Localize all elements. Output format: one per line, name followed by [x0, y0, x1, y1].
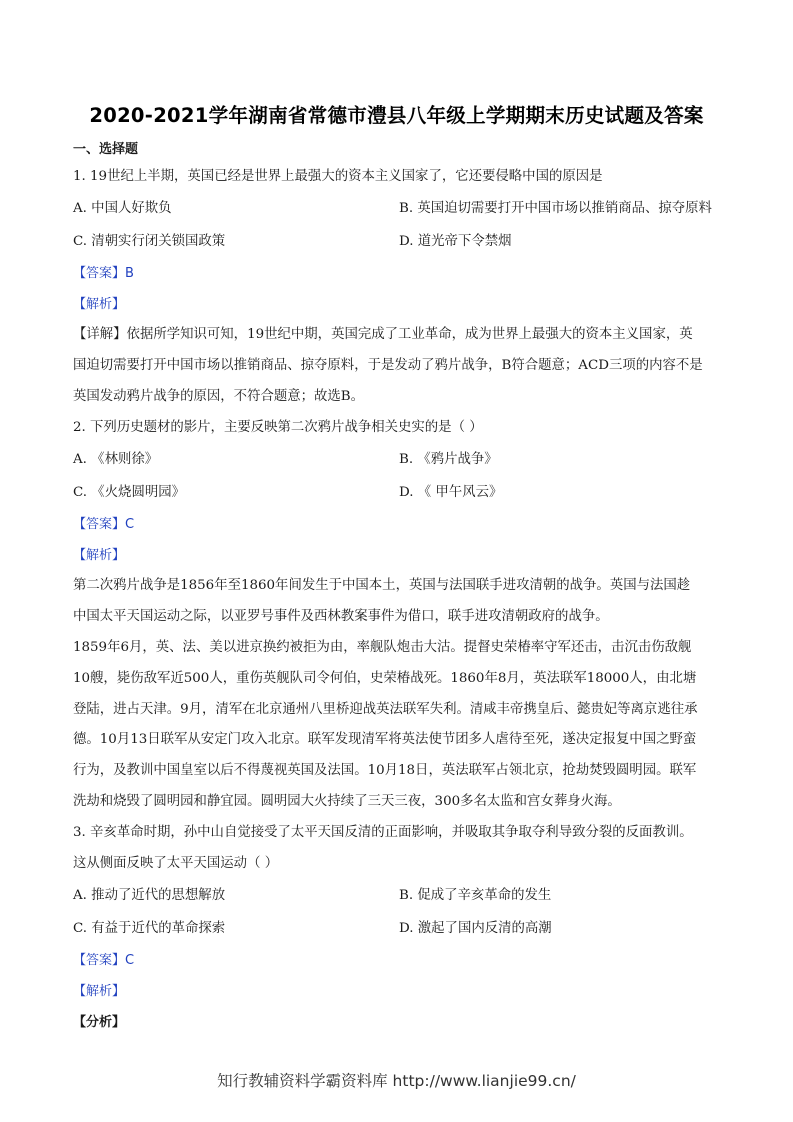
- question-2-paragraph-2: [73, 633, 725, 818]
- detail-line: 国迫切需要打开中国市场以推销商品、掠夺原料，于是发动了鸦片战争，B符合题意；ACD三项的内容不是: [73, 357, 703, 373]
- answer-label: 【答案】C: [73, 953, 135, 969]
- option-b: B. 《鸦片战争》: [399, 452, 498, 468]
- page-title: 2020-2021学年湖南省常德市澧县八年级上学期期末历史试题及答案: [89, 104, 704, 127]
- option-c: C. 有益于近代的革命探索: [73, 921, 226, 937]
- detail-line: 【详解】依据所学知识可知，19世纪中期，英国完成了工业革命，成为世界上最强大的资本主义国家，英: [73, 327, 693, 342]
- option-a: A. 中国人好欺负: [73, 201, 172, 216]
- option-b: B. 促成了辛亥革命的发生: [399, 888, 552, 904]
- option-c: C. 《火烧圆明园》: [73, 485, 186, 501]
- option-d: D. 《 甲午风云》: [399, 485, 503, 501]
- paragraph-line: 第二次鸦片战争是1856年至1860年间发生于中国本土，英国与法国联手进攻清朝的战争。英国与法国趁: [73, 578, 691, 594]
- paragraph-line: 德。10月13日联军从安定门攻入北京。联军发现清军将英法使节团多人虐待至死，遂决定报复中国之野蛮: [73, 732, 697, 748]
- option-a: A. 推动了近代的思想解放: [73, 888, 226, 904]
- document-body: [73, 140, 725, 1038]
- question-2-stem: 2. 下列历史题材的影片，主要反映第二次鸦片战争相关史实的是（ ）: [73, 420, 483, 436]
- question-2-paragraph-1: [73, 571, 725, 633]
- option-b: B. 英国迫切需要打开中国市场以推销商品、掠夺原料: [399, 201, 712, 216]
- question-1-options-row-1: [73, 192, 725, 225]
- question-2-options-row-1: [73, 443, 725, 476]
- analysis-label: 【解析】: [73, 548, 126, 564]
- analysis-label: 【解析】: [73, 297, 126, 312]
- paragraph-line: 10艘，毙伤敌军近500人，重伤英舰队司令何伯，史荣椿战死。1860年8月，英法联军18000人，由北塘: [73, 670, 697, 686]
- question-3-stem: [73, 818, 725, 880]
- question-3-options-row-1: [73, 879, 725, 912]
- fenxi-label: 【分析】: [73, 1015, 126, 1031]
- option-c: C. 清朝实行闭关锁国政策: [73, 234, 226, 249]
- paragraph-line: 洗劫和烧毁了圆明园和静宜园。圆明园大火持续了三天三夜，300多名太监和宫女葬身火海。: [73, 793, 621, 809]
- paragraph-line: 行为，及教训中国皇室以后不得蔑视英国及法国。10月18日，英法联军占领北京，抢劫焚毁圆明园。联军: [73, 763, 697, 779]
- answer-label: 【答案】C: [73, 517, 135, 533]
- paragraph-line: 中国太平天国运动之际，以亚罗号事件及西林教案事件为借口，联手进攻清朝政府的战争。: [73, 609, 609, 625]
- option-d: D. 道光帝下令禁烟: [399, 234, 512, 249]
- paragraph-line: 1859年6月，英、法、美以进京换约被拒为由，率舰队炮击大沽。提督史荣椿率守军还击，击沉击伤敌舰: [73, 639, 692, 655]
- question-2-options-row-2: [73, 476, 725, 509]
- answer-label: 【答案】B: [73, 266, 134, 281]
- option-a: A. 《林则徐》: [73, 452, 159, 468]
- question-3-options-row-2: [73, 912, 725, 945]
- stem-line: 这从侧面反映了太平天国运动（ ）: [73, 855, 279, 871]
- detail-line: 英国发动鸦片战争的原因，不符合题意；故选B。: [73, 388, 365, 404]
- paragraph-line: 登陆，进占天津。9月，清军在北京通州八里桥迎战英法联军失利。清咸丰帝携皇后、懿贵妃等离京逃往承: [73, 701, 698, 717]
- question-1-stem: 1. 19世纪上半期，英国已经是世界上最强大的资本主义国家了，它还要侵略中国的原因是: [73, 169, 603, 184]
- question-1-detail: [73, 320, 725, 412]
- question-1-options-row-2: [73, 225, 725, 258]
- analysis-label: 【解析】: [73, 984, 126, 1000]
- stem-line: 3. 辛亥革命时期，孙中山自觉接受了太平天国反清的正面影响，并吸取其争取夺利导致分裂的反面教训。: [73, 824, 693, 840]
- footer-watermark: 知行教辅资料学霸资料库 http://www.lianjie99.cn/: [217, 1072, 576, 1090]
- option-d: D. 激起了国内反清的高潮: [399, 921, 552, 937]
- section-heading: 一、选择题: [73, 142, 139, 157]
